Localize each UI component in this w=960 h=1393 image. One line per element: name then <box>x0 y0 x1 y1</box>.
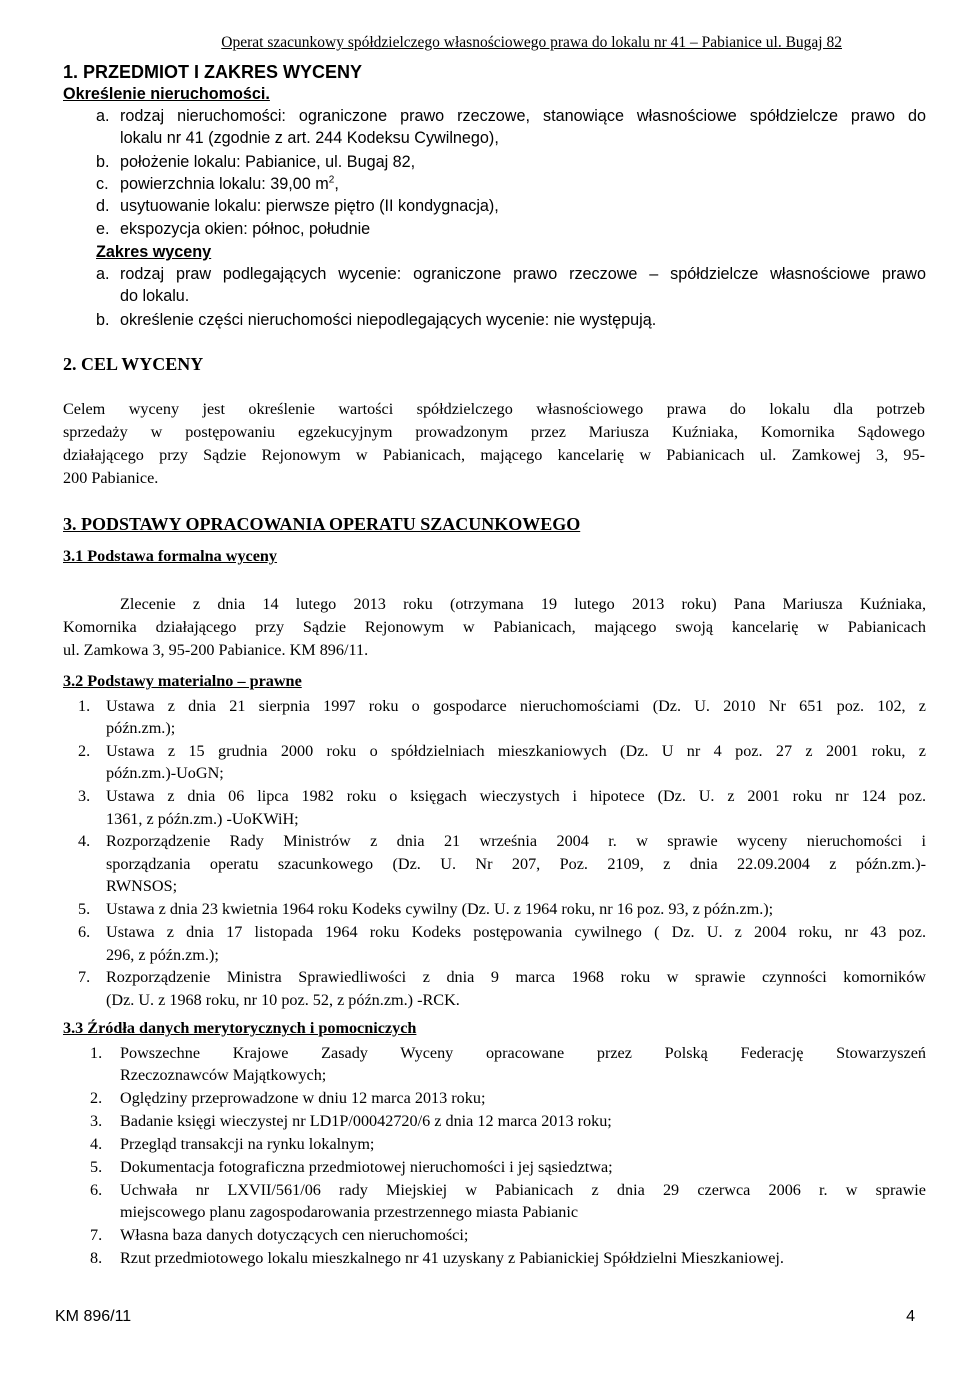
formal-basis-line: ul. Zamkowa 3, 95-200 Pabianice. KM 896/11. <box>63 641 369 659</box>
list-item-label: 2. <box>78 742 91 760</box>
formal-basis-line: Komornika działającego przy Sądzie Rejonowym w Pabianicach, mającego swoją kancelarię w Pabianicach <box>63 618 926 636</box>
purpose-paragraph-line: 200 Pabianice. <box>63 469 159 487</box>
list-item-text: Rozporządzenie Ministra Sprawiedliwości z dnia 9 marca 1968 roku w sprawie czynności komorników <box>106 968 926 986</box>
subsection-3-3-title: 3.3 Źródła danych merytorycznych i pomocniczych <box>63 1019 417 1037</box>
list-item <box>90 1225 469 1245</box>
list-item-label: 6. <box>78 923 91 941</box>
list-item-text: określenie części nieruchomości niepodlegających wycenie: nie występują. <box>120 311 657 329</box>
list-item-label: 1. <box>90 1044 103 1062</box>
list-item-label: 5. <box>78 900 91 918</box>
list-item-text: rodzaj praw podlegających wycenie: ograniczone prawo rzeczowe – spółdzielcze własnościowe prawo <box>120 265 926 283</box>
list-item-label: b. <box>96 311 110 329</box>
list-item <box>96 174 339 194</box>
list-item-label: 4. <box>90 1135 103 1153</box>
list-item-label: 2. <box>90 1089 103 1107</box>
list-item-continuation: późn.zm.); <box>106 719 176 737</box>
list-item-label: a. <box>96 265 110 283</box>
list-item-text: Oględziny przeprowadzone w dniu 12 marca 2013 roku; <box>120 1089 486 1107</box>
purpose-paragraph-line: działającego przy Sądzie Rejonowym w Pabianicach, mającego kancelarię w Pabianicach ul. Zamkowej 3, 95- <box>63 446 925 464</box>
list-item-label: 6. <box>90 1181 103 1199</box>
list-item-text: ekspozycja okien: północ, południe <box>120 220 371 238</box>
formal-basis-line: Zlecenie z dnia 14 lutego 2013 roku (otrzymana 19 lutego 2013 roku) Pana Mariusza Kuźniaka, <box>120 595 926 613</box>
list-item <box>90 1088 486 1108</box>
list-item <box>78 899 774 919</box>
list-item-continuation: miejscowego planu zagospodarowania przestrzennego miasta Pabianic <box>120 1203 579 1221</box>
page-number: 4 <box>906 1308 915 1325</box>
list-item-text-end: , <box>334 175 339 193</box>
list-item-text: Badanie księgi wieczystej nr LD1P/00042720/6 z dnia 12 marca 2013 roku; <box>120 1112 612 1130</box>
list-item-text: Ustawa z dnia 21 sierpnia 1997 roku o gospodarce nieruchomościami (Dz. U. 2010 Nr 651 poz. 102, z <box>106 697 926 715</box>
list-item-label: 7. <box>90 1226 103 1244</box>
list-item-text: Uchwała nr LXVII/561/06 rady Miejskiej w Pabianicach z dnia 29 czerwca 2006 r. w sprawie <box>120 1181 926 1199</box>
list-item-label: 1. <box>78 697 91 715</box>
list-item-label: 5. <box>90 1158 103 1176</box>
section1-subtitle-scope: Zakres wyceny <box>96 243 212 261</box>
list-item-label: 8. <box>90 1249 103 1267</box>
list-item-text: usytuowanie lokalu: pierwsze piętro (II kondygnacja), <box>120 197 499 215</box>
list-item-continuation: sporządzania operatu szacunkowego (Dz. U. Nr 207, Poz. 2109, z dnia 22.09.2004 z późn.zm.)- <box>106 855 926 873</box>
case-number: KM 896/11 <box>55 1308 132 1325</box>
list-item-text: Ustawa z dnia 06 lipca 1982 roku o księgach wieczystych i hipotece (Dz. U. z 2001 roku nr 124 poz. <box>106 787 926 805</box>
list-item-continuation: RWNSOS; <box>106 877 178 895</box>
list-item <box>96 196 499 216</box>
list-item-label: a. <box>96 107 110 125</box>
list-item-text: Ustawa z dnia 23 kwietnia 1964 roku Kodeks cywilny (Dz. U. z 1964 roku, nr 16 poz. 93, z późn.zm.); <box>106 900 774 918</box>
section2-title: 2. CEL WYCENY <box>63 354 204 374</box>
list-item-text: Przegląd transakcji na rynku lokalnym; <box>120 1135 375 1153</box>
list-item-continuation: (Dz. U. z 1968 roku, nr 10 poz. 52, z późn.zm.) -RCK. <box>106 991 460 1009</box>
list-item-text: Własna baza danych dotyczących cen nieruchomości; <box>120 1226 469 1244</box>
list-item-label: e. <box>96 220 110 238</box>
list-item-text: rodzaj nieruchomości: ograniczone prawo rzeczowe, stanowiące własnościowe spółdzielcze prawo do <box>120 107 926 125</box>
purpose-paragraph-line: sprzedaży w postępowaniu egzekucyjnym prowadzonym przez Mariusza Kuźniaka, Komornika Sądowego <box>63 423 925 441</box>
list-item-text: powierzchnia lokalu: 39,00 m <box>120 175 329 193</box>
list-item-text: Dokumentacja fotograficzna przedmiotowej nieruchomości i jej sąsiedztwa; <box>120 1158 613 1176</box>
list-item-text: Powszechne Krajowe Zasady Wyceny opracowane przez Polską Federację Stowarzyszeń <box>120 1044 926 1062</box>
list-item <box>90 1248 784 1268</box>
list-item <box>96 219 371 239</box>
superscript: 2 <box>328 174 335 186</box>
list-item-text: Rzut przedmiotowego lokalu mieszkalnego nr 41 uzyskany z Pabianickiej Spółdzielni Mieszkaniowej. <box>120 1249 784 1267</box>
list-item-continuation: 1361, z późn.zm.) -UoKWiH; <box>106 810 299 828</box>
page-header: Operat szacunkowy spółdzielczego własnościowego prawa do lokalu nr 41 – Pabianice ul. Bugaj 82 <box>221 34 842 51</box>
list-item-label: d. <box>96 197 110 215</box>
section1-subtitle-identification: Określenie nieruchomości. <box>63 85 270 103</box>
list-item-text: Rozporządzenie Rady Ministrów z dnia 21 września 2004 r. w sprawie wyceny nieruchomości i <box>106 832 926 850</box>
list-item-label: 3. <box>78 787 91 805</box>
list-item-label: c. <box>96 175 109 193</box>
section1-title: 1. PRZEDMIOT I ZAKRES WYCENY <box>63 62 363 82</box>
list-item-continuation: 296, z późn.zm.); <box>106 946 219 964</box>
list-item-continuation: późn.zm.)-UoGN; <box>106 764 224 782</box>
section3-title: 3. PODSTAWY OPRACOWANIA OPERATU SZACUNKOWEGO <box>63 514 581 534</box>
list-item-text: Ustawa z 15 grudnia 2000 roku o spółdzielniach mieszkaniowych (Dz. U nr 4 poz. 27 z 2001 roku, z <box>106 742 926 760</box>
list-item <box>90 1134 375 1154</box>
subsection-3-2-title: 3.2 Podstawy materialno – prawne <box>63 672 302 690</box>
subsection-3-1-title: 3.1 Podstawa formalna wyceny <box>63 547 278 565</box>
list-item-continuation: Rzeczoznawców Majątkowych; <box>120 1066 327 1084</box>
list-item <box>90 1157 613 1177</box>
list-item-label: 4. <box>78 832 91 850</box>
list-item <box>96 152 416 172</box>
purpose-paragraph-line: Celem wyceny jest określenie wartości spółdzielczego własnościowego prawa do lokalu dla potrzeb <box>63 400 925 418</box>
list-item-label: 7. <box>78 968 91 986</box>
list-item-text: Ustawa z dnia 17 listopada 1964 roku Kodeks postępowania cywilnego ( Dz. U. z 2004 roku, nr 43 poz. <box>106 923 926 941</box>
list-item <box>90 1111 612 1131</box>
list-item-continuation: do lokalu. <box>120 287 190 305</box>
list-item-text: położenie lokalu: Pabianice, ul. Bugaj 82, <box>120 153 416 171</box>
list-item-label: 3. <box>90 1112 103 1130</box>
list-item-continuation: lokalu nr 41 (zgodnie z art. 244 Kodeksu Cywilnego), <box>120 129 499 147</box>
list-item <box>96 310 657 330</box>
list-item-label: b. <box>96 153 110 171</box>
